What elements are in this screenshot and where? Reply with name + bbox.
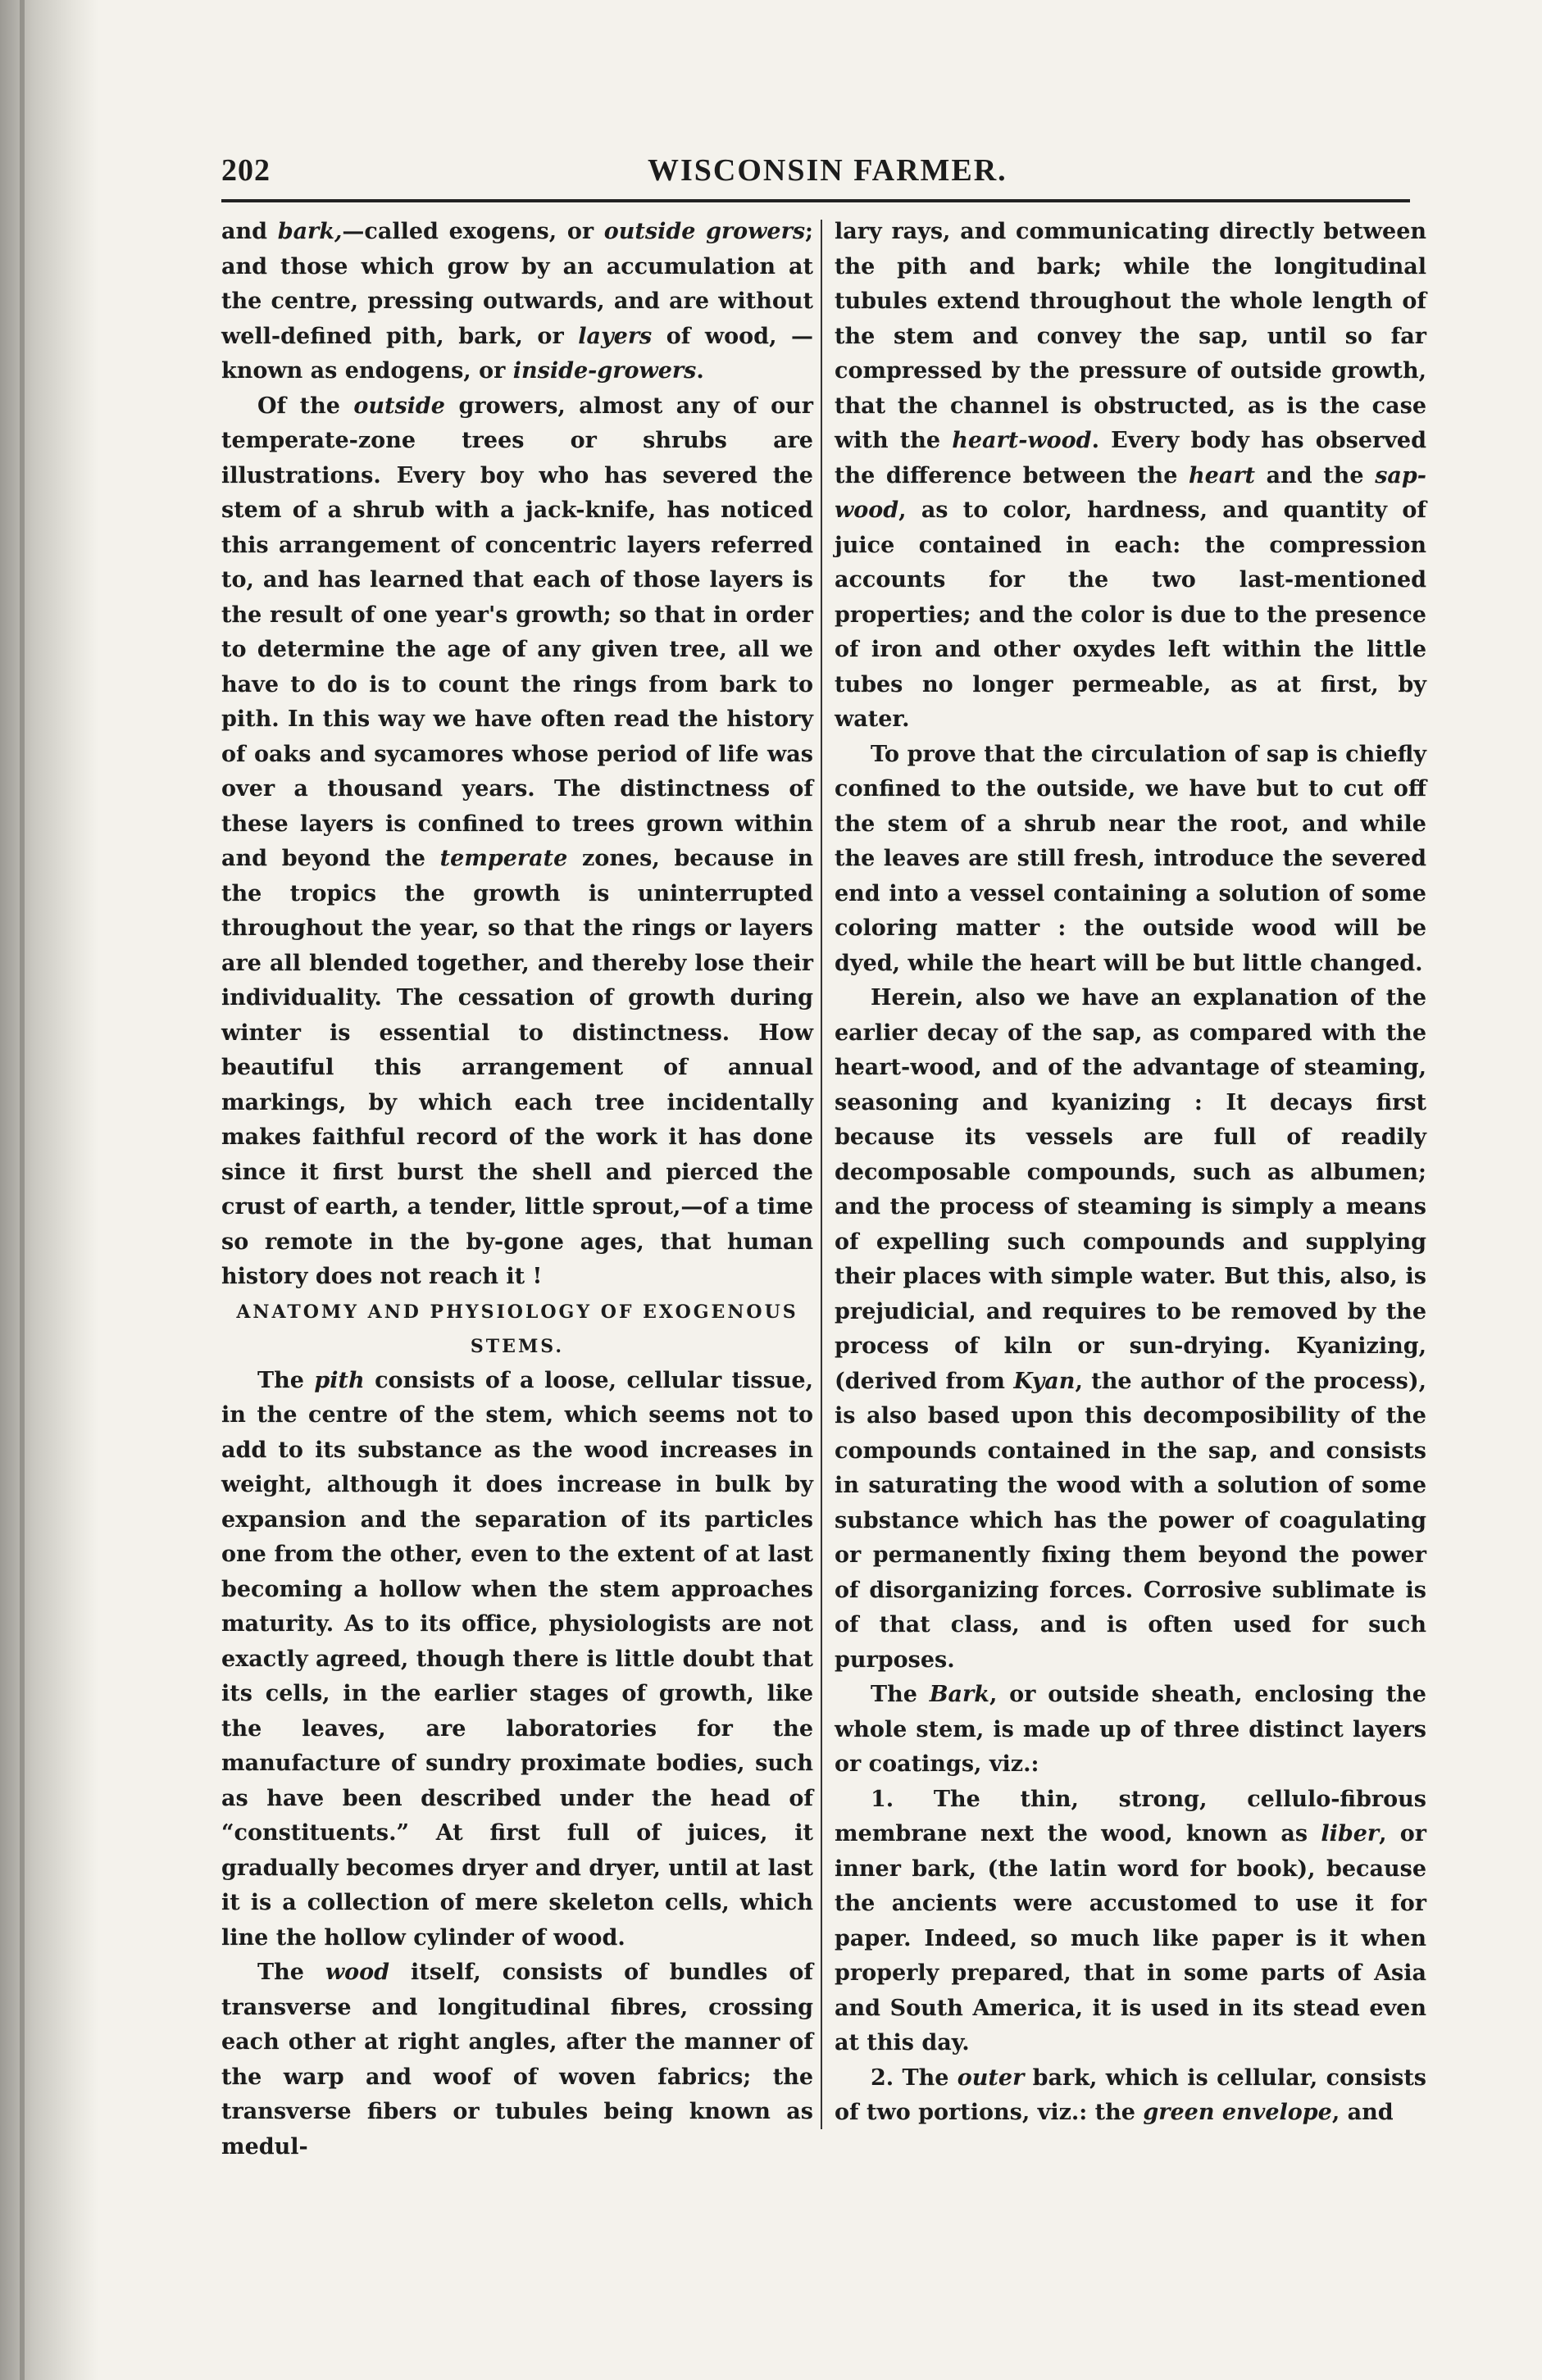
section-heading: ANATOMY AND PHYSIOLOGY OF EXOGENOUS STEMS. [236, 1301, 798, 1357]
text-columns [221, 215, 1435, 2160]
list-item: 1. The thin, strong, cellulo-fibrous membrane next the wood, known as liber, or inner bark, (the latin word for book), because the ancients were accustomed to use it for paper. Indeed, so much like paper is it when properly prepared, that in some parts of Asia and South America, it is used in its stead even at this day. [835, 1786, 1426, 2055]
running-head: WISCONSIN FARMER. [648, 153, 1008, 188]
right-column [835, 215, 1426, 2131]
paragraph: Of the outside growers, almost any of our temperate-zone trees or shrubs are illustrations. Every boy who has severed the stem of a shrub with a jack-knife, has noticed this arrangement of concentric layers referred to, and has learned that each of those layers is the result of one year's growth; so that in order to determine the age of any given tree, all we have to do is to count the rings from bark to pith. In this way we have often read the history of oaks and sycamores whose period of life was over a thousand years. The distinctness of these layers is confined to trees grown within and beyond the temperate zones, because in the tropics the growth is uninterrupted throughout the year, so that the rings or layers are all blended together, and thereby lose their individuality. The cessation of growth during winter is essential to distinctness. How beautiful this arrangement of annual markings, by which each tree incidentally makes faithful record of the work it has done since it first burst the shell and pierced the crust of earth, a tender, little sprout,—of a time so remote in the by-gone ages, that human history does not reach it ! [221, 393, 813, 1289]
binding-shadow [20, 0, 25, 2380]
page-header [221, 152, 1410, 202]
paragraph: and bark,—called exogens, or outside growers; and those which grow by an accumulation at the centre, pressing outwards, and are without well-defined pith, bark, or layers of wood, —known as endogens, or inside-growers. [221, 219, 813, 384]
header-rule [221, 199, 1410, 202]
column-divider [821, 220, 822, 2129]
paragraph: The Bark, or outside sheath, enclosing the whole stem, is made up of three distinct layers or coatings, viz.: [835, 1682, 1426, 1777]
paragraph: The pith consists of a loose, cellular tissue, in the centre of the stem, which seems not to add to its substance as the wood increases in weight, although it does increase in bulk by expansion and the separation of its particles one from the other, even to the extent of at last becoming a hollow when the stem approaches maturity. As to its office, physiologists are not exactly agreed, though there is little doubt that its cells, in the earlier stages of growth, like the leaves, are laboratories for the manufacture of sundry proximate bodies, such as have been described under the head of “constituents.” At first full of juices, it gradually becomes dryer and dryer, until at last it is a collection of mere skeleton cells, which line the hollow cylinder of wood. [221, 1367, 813, 1951]
paragraph: lary rays, and communicating directly between the pith and bark; while the longitudinal tubules extend throughout the whole length of the stem and convey the sap, until so far compressed by the pressure of outside growth, that the channel is obstructed, as is the case with the heart-wood. Every body has observed the difference between the heart and the sap-wood, as to color, hardness, and quantity of juice contained in each: the compression accounts for the two last-mentioned properties; and the color is due to the presence of iron and other oxydes left within the little tubes no longer permeable, as at first, by water. [835, 219, 1427, 732]
paragraph: To prove that the circulation of sap is chiefly confined to the outside, we have but to cut off the stem of a shrub near the root, and while the leaves are still fresh, introduce the severed end into a vessel containing a solution of some coloring matter : the outside wood will be dyed, while the heart will be but little changed. [835, 741, 1426, 976]
paragraph: The wood itself, consists of bundles of transverse and longitudinal fibres, crossing each other at right angles, after the manner of the warp and woof of woven fabrics; the transverse fibers or tubules being known as medul- [221, 1960, 813, 2160]
book-binding-edge [0, 0, 98, 2380]
page-number: 202 [221, 153, 271, 188]
list-item: 2. The outer bark, which is cellular, consists of two portions, viz.: the green envelope, and [835, 2064, 1427, 2125]
left-column [221, 215, 813, 2164]
paragraph: Herein, also we have an explanation of the earlier decay of the sap, as compared with the heart-wood, and of the advantage of steaming, seasoning and kyanizing : It decays first because its vessels are full of readily decomposable compounds, such as albumen; and the process of steaming is simply a means of expelling such compounds and supplying their places with simple water. But this, also, is prejudicial, and requires to be removed by the process of kiln or sun-drying. Kyanizing, (derived from Kyan, the author of the process), is also based upon this decomposibility of the compounds contained in the sap, and consists in saturating the wood with a solution of some substance which has the power of coagulating or permanently fixing them beyond the power of disorganizing forces. Corrosive sublimate is of that class, and is often used for such purposes. [835, 985, 1426, 1673]
